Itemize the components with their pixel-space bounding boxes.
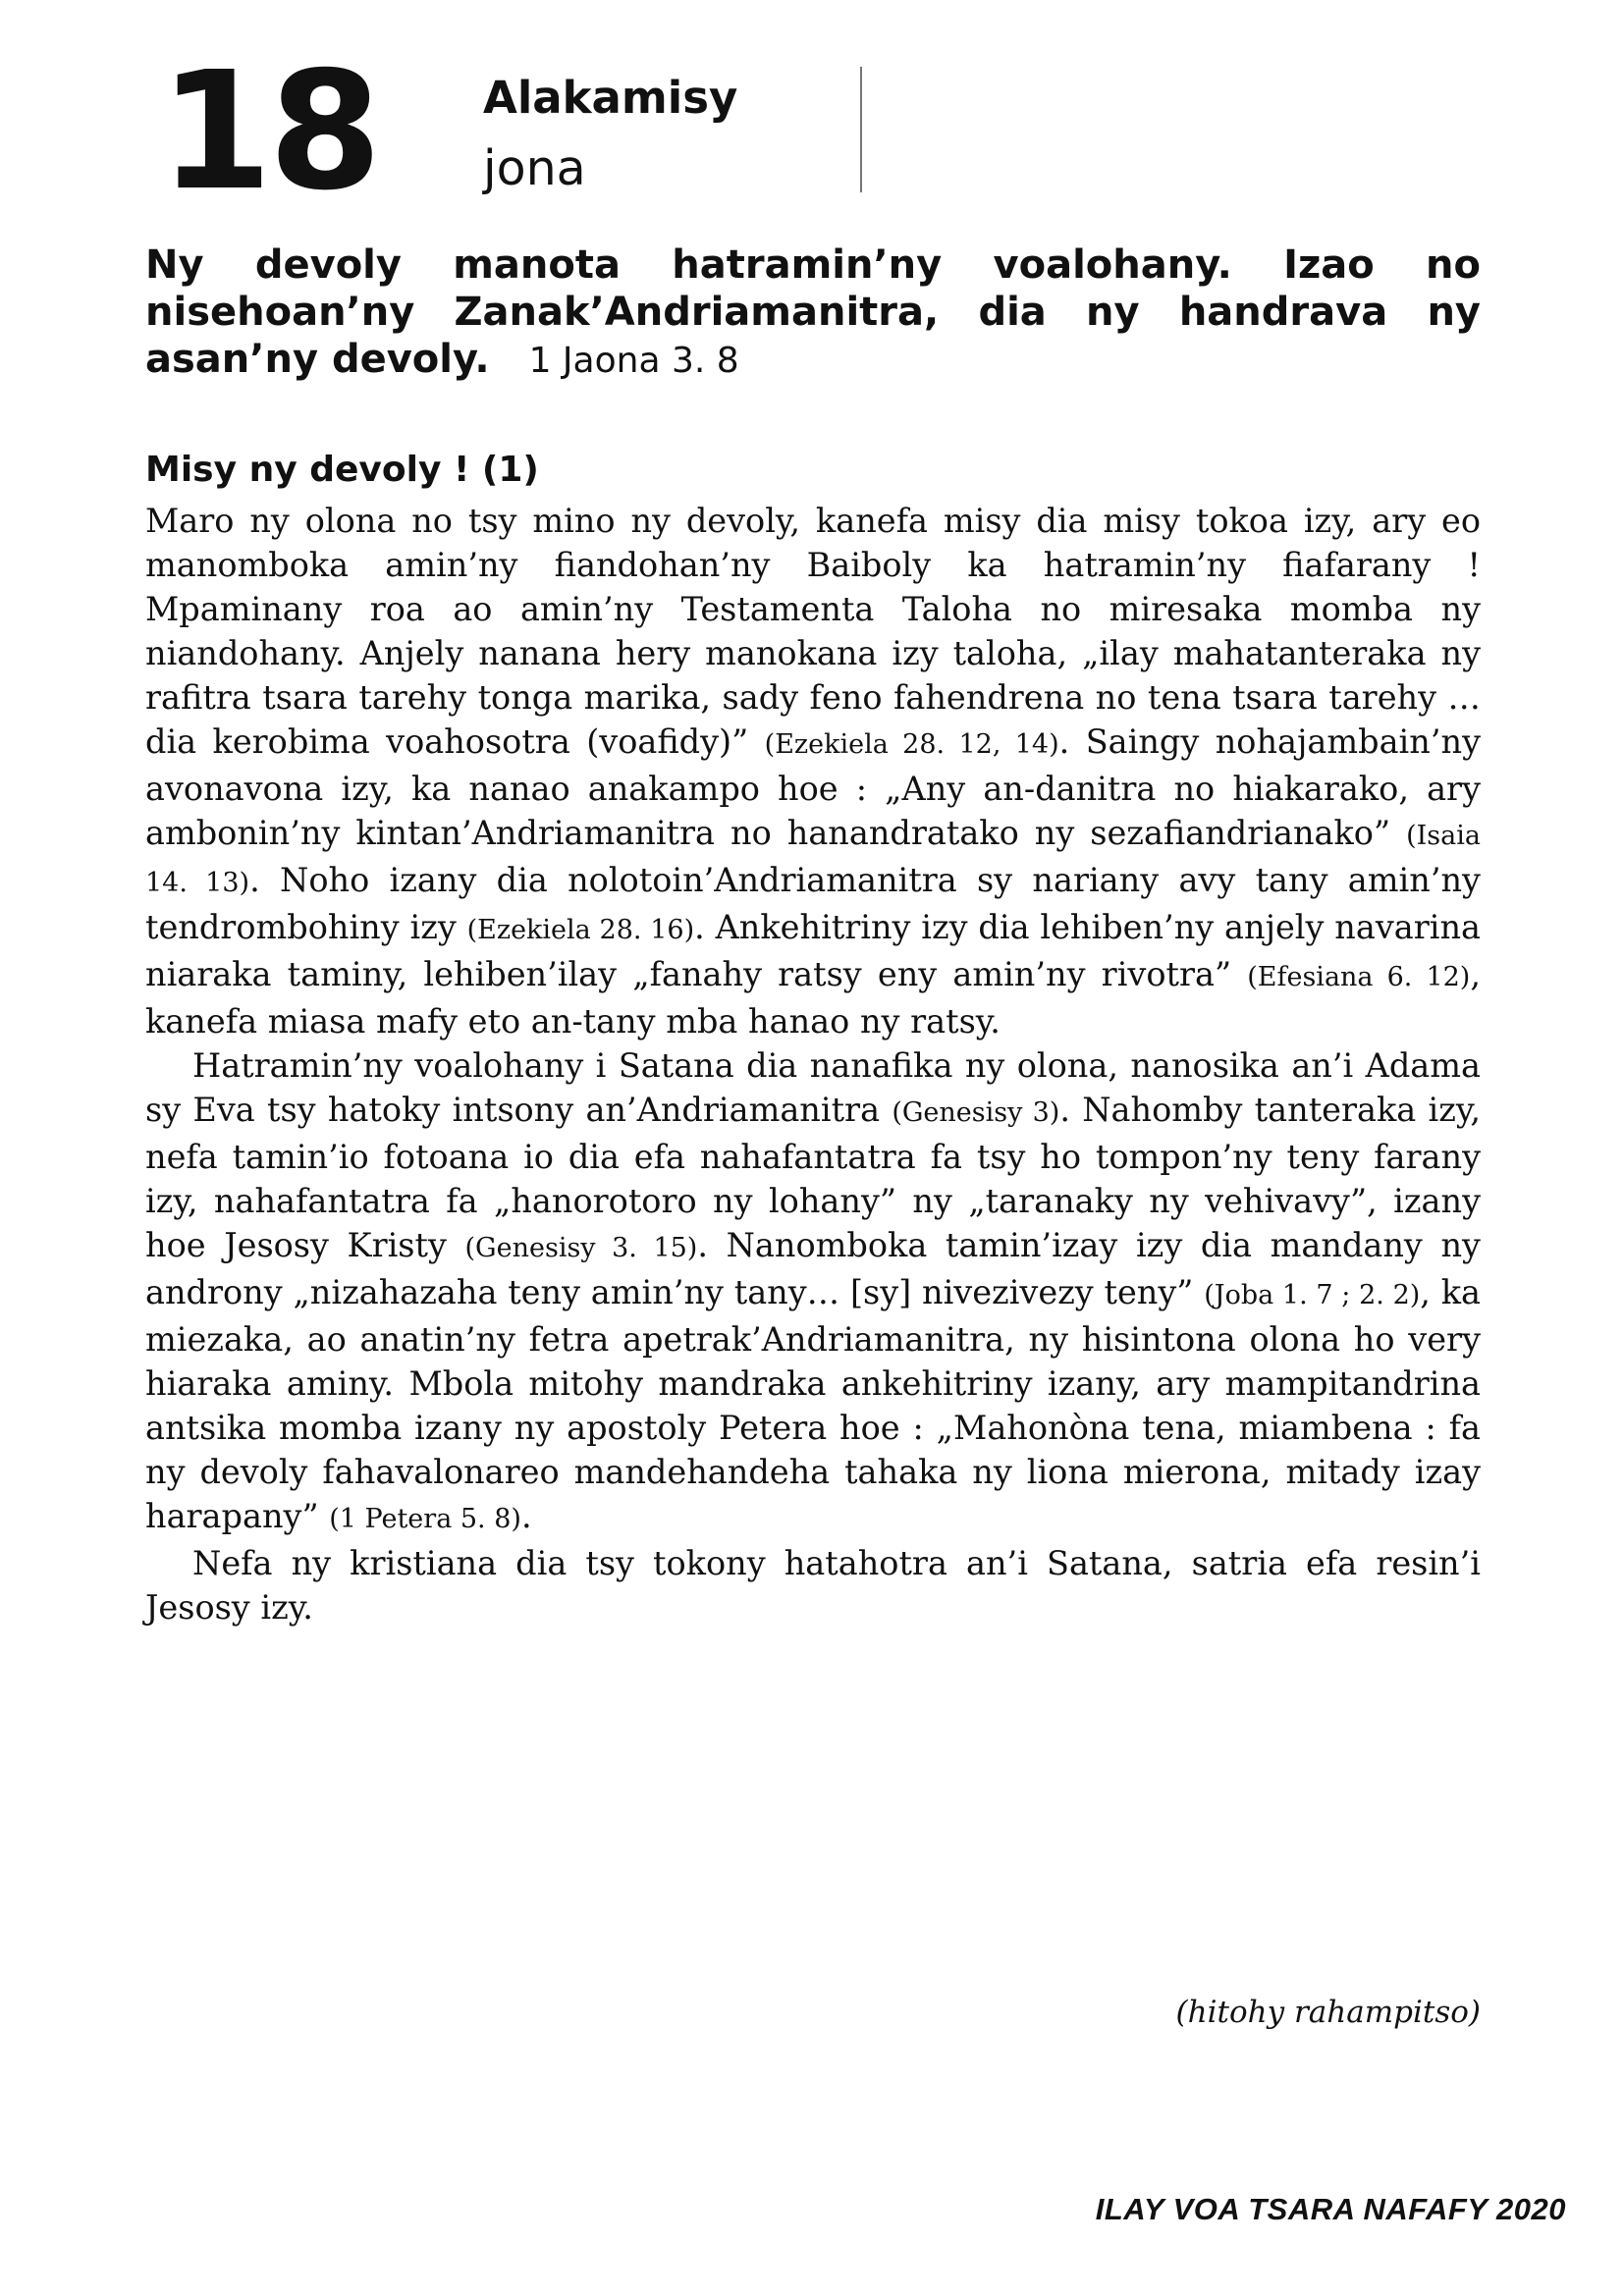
paragraph-text: Maro ny olona no tsy mino ny devoly, kanefa misy dia misy tokoa izy, ary eo manomboka amin’ny fiandohan’ny Baiboly ka hatramin’ny fiafarany ! Mpaminany roa ao amin’ny Testamenta Taloha no miresaka momba ny niandohany. Anjely nanana hery manokana izy taloha, „ilay mahatanteraka ny rafitra tsara tarehy tonga marika, sady feno fahendrena no tena tsara tarehy … dia kerobima voahosotra (voafidy)”	[145, 502, 1481, 761]
paragraph-text: . Nanomboka tamin’izay izy dia mandany ny androny „nizahazaha teny amin’ny tany… [sy] nivezivezy teny”	[145, 1226, 1481, 1311]
scripture-reference: (1 Petera 5. 8)	[329, 1504, 521, 1534]
scripture-reference: (Ezekiela 28. 12, 14)	[764, 729, 1059, 760]
header-divider	[860, 67, 862, 192]
paragraph-text: .	[520, 1497, 532, 1535]
scripture-reference: (Ezekiela 28. 16)	[466, 915, 695, 945]
paragraph-text: . Noho izany dia nolotoin’Andriamanitra sy nariany avy tany amin’ny tendrombohiny izy	[145, 861, 1481, 946]
paragraph-text: . Saingy nohajambain’ny avonavona izy, ka nanao anakampo hoe : „Any an-danitra no hiakarako, ary ambonin’ny kintan’Andriamanitra no hanandratako ny sezafiandrianako”	[145, 722, 1481, 852]
paragraph-text: . Nahomby tanteraka izy, nefa tamin’io fotoana io dia efa nahafantatra fa tsy ho tompon’ny teny farany izy, nahafantatra fa „hanorotoro ny lohany” ny „taranaky ny vehivavy”, izany hoe Jesosy Kristy	[145, 1091, 1482, 1264]
paragraph-text: , kanefa miasa mafy eto an-tany mba hanao ny ratsy.	[145, 955, 1481, 1041]
verse-reference: 1 Jaona 3. 8	[528, 341, 739, 381]
weekday-label: Alakamisy	[483, 72, 738, 124]
daily-verse	[145, 241, 1481, 385]
day-number: 18	[159, 37, 379, 227]
paragraph-3: Nefa ny kristiana dia tsy tokony hatahotra an’i Satana, satria efa resin’i Jesosy izy.	[145, 1544, 1481, 1627]
continuation-note: (hitohy rahampitso)	[1175, 1995, 1481, 2030]
scripture-reference: (Genesisy 3. 15)	[464, 1233, 698, 1263]
article-body	[145, 499, 1481, 1629]
scripture-reference: (Efesiana 6. 12)	[1247, 962, 1471, 992]
date-header	[159, 37, 925, 227]
scripture-reference: (Genesisy 3)	[892, 1097, 1060, 1128]
paragraph-text: Hatramin’ny voalohany i Satana dia nanafika ny olona, nanosika an’i Adama sy Eva tsy hatoky intsony an’Andriamanitra	[145, 1046, 1481, 1129]
paragraph-text: . Ankehitriny izy dia lehiben’ny anjely navarina niaraka taminy, lehiben’ilay „fanahy ratsy eny amin’ny rivotra”	[145, 908, 1481, 993]
scripture-reference: (Isaia 14. 13)	[145, 821, 1481, 898]
paragraph-2	[145, 1043, 1481, 1541]
scripture-reference: (Joba 1. 7 ; 2. 2)	[1204, 1280, 1421, 1310]
verse-text: Ny devoly manota hatramin’ny voalohany. Izao no nisehoan’ny Zanak’Andriamanitra, dia ny handrava ny asan’ny devoly.	[145, 242, 1481, 382]
paragraph-text: , ka miezaka, ao anatin’ny fetra apetrak’Andriamanitra, ny hisintona olona ho very hiaraka aminy. Mbola mitohy mandraka ankehitriny izany, ary mampitandrina antsika momba izany ny apostoly Petera hoe : „Mahonòna tena, miambena : fa ny devoly fahavalonareo mandehandeha tahaka ny liona mierona, mitady izay harapany”	[145, 1273, 1481, 1535]
paragraph-1	[145, 499, 1481, 1043]
month-label: jona	[483, 140, 586, 196]
publication-footer: ILAY VOA TSARA NAFAFY 2020	[1095, 2192, 1566, 2226]
article-title: Misy ny devoly ! (1)	[145, 450, 539, 490]
